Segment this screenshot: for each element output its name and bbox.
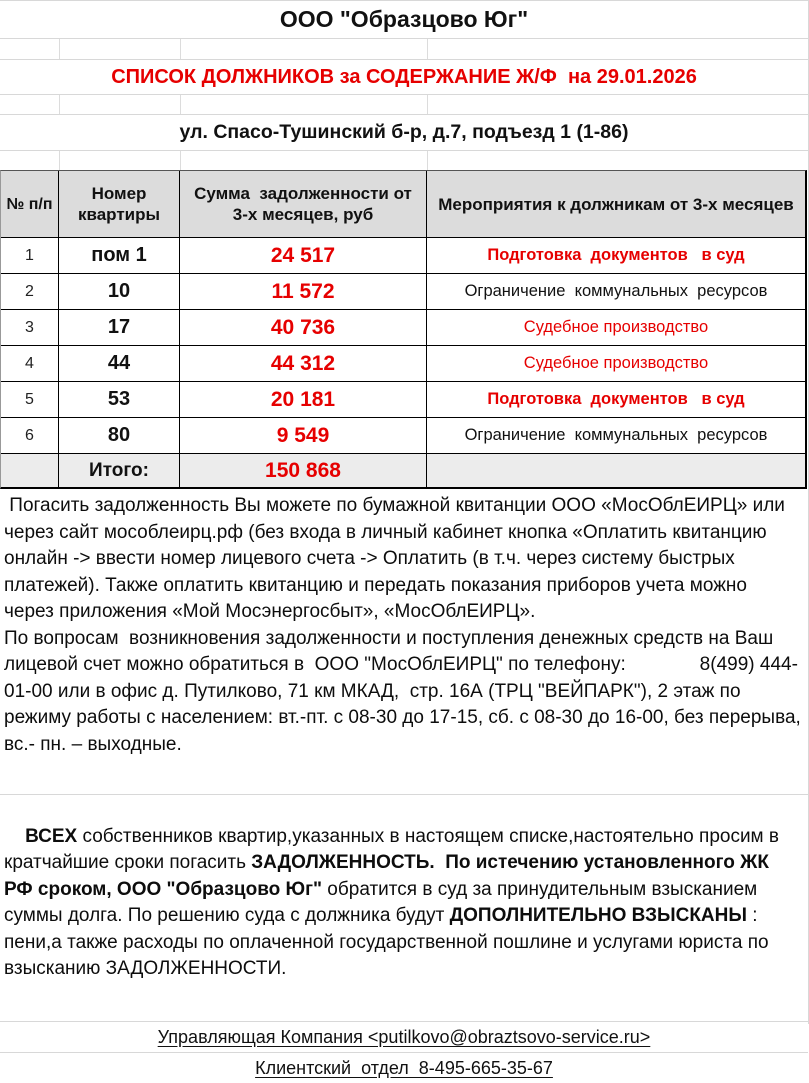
column-header-apartment: Номер квартиры [59, 171, 180, 237]
row-index: 1 [1, 238, 59, 273]
table-row [1, 418, 805, 454]
gridline [180, 39, 181, 59]
total-row-empty-cell [1, 454, 59, 487]
apartment-number: 80 [59, 418, 180, 453]
table-row [1, 346, 805, 382]
column-header-number: № п/п [1, 171, 59, 237]
gridline [59, 39, 60, 59]
debtors-list-title-text: СПИСОК ДОЛЖНИКОВ за СОДЕРЖАНИЕ Ж/Ф на 29.01.2026 [111, 65, 697, 88]
payment-info-paragraph: Погасить задолженность Вы можете по бумажной квитанции ООО «МосОблЕИРЦ» или через сайт мособлеирц.рф (без входа в личный кабинет кнопка «Оплатить квитанцию онлайн -> ввести номер лицевого счета -> Оплатить (в т.ч. через систему быстрых платежей). Также оплатить квитанцию и передать показания приборов учета можно через приложения «Мой Мосэнергосбыт», «МосОблЕИРЦ». [4, 495, 791, 622]
total-label: Итого: [59, 454, 180, 487]
action-against-debtor: Ограничение коммунальных ресурсов [464, 282, 768, 300]
apartment-number: 17 [59, 310, 180, 345]
debtors-table [0, 170, 807, 489]
building-address [0, 114, 808, 151]
debt-amount: 40 736 [180, 310, 427, 345]
column-header-actions: Мероприятия к должникам от 3-х месяцев [438, 194, 794, 214]
spacer-row [0, 39, 808, 59]
gridline [0, 794, 808, 795]
apartment-number: 53 [59, 382, 180, 417]
row-index: 5 [1, 382, 59, 417]
warning-segment: собственников квартир,указанных в настоящем списке,настоятельно просим в кратчайшие сроки погасить [4, 825, 785, 873]
table-row [1, 238, 805, 274]
building-address-text: ул. Спасо-Тушинский б-р, д.7, подъезд 1 (1-86) [179, 121, 629, 143]
warning-segment: : пени,а также расходы по оплаченной государственной пошлине и услугами юриста по взысканию ЗАДОЛЖЕННОСТИ. [4, 905, 774, 979]
action-against-debtor: Судебное производство [523, 354, 709, 372]
debt-amount: 44 312 [180, 346, 427, 381]
debt-amount: 24 517 [180, 238, 427, 273]
warning-segment: ЗАДОЛЖЕННОСТЬ. По истечению установленного ЖК РФ сроком, ООО "Образцово Юг" [4, 852, 775, 900]
warning-segment: ДОПОЛНИТЕЛЬНО ВЗЫСКАНЫ [449, 905, 747, 926]
gridline [59, 151, 60, 170]
action-against-debtor: Судебное производство [523, 318, 709, 336]
total-row-empty-cell [427, 454, 805, 487]
row-index: 6 [1, 418, 59, 453]
row-index: 4 [1, 346, 59, 381]
apartment-number: пом 1 [59, 238, 180, 273]
gridline [180, 151, 181, 170]
company-title [0, 1, 808, 39]
gridline [427, 151, 428, 170]
company-title-text: ООО "Образцово Юг" [279, 6, 529, 32]
column-header-debt: Сумма задолженности от 3-х месяцев, руб [180, 171, 427, 237]
apartment-number: 10 [59, 274, 180, 309]
gridline [180, 95, 181, 114]
row-index: 2 [1, 274, 59, 309]
table-row [1, 274, 805, 310]
action-against-debtor: Ограничение коммунальных ресурсов [464, 426, 768, 444]
action-against-debtor: Подготовка документов в суд [487, 390, 745, 408]
total-debt-amount: 150 868 [180, 454, 427, 487]
warning-segment: ВСЕХ [25, 825, 78, 847]
spacer-row [0, 151, 808, 170]
debt-amount: 20 181 [180, 382, 427, 417]
row-index: 3 [1, 310, 59, 345]
debt-amount: 9 549 [180, 418, 427, 453]
apartment-number: 44 [59, 346, 180, 381]
warning-segment: обратится в суд за принудительным взысканием суммы долга. По решению суда с должника будут [4, 878, 763, 926]
warning-paragraph [0, 797, 808, 1009]
client-department-contact [0, 1052, 808, 1083]
client-department-phone: Клиентский отдел 8-495-665-35-67 [255, 1057, 553, 1078]
debtors-list-title [0, 59, 808, 95]
action-against-debtor: Подготовка документов в суд [487, 246, 745, 264]
total-row [1, 454, 805, 487]
debt-amount: 11 572 [180, 274, 427, 309]
table-row [1, 382, 805, 418]
table-row [1, 310, 805, 346]
management-company-email: Управляющая Компания <putilkovo@obraztsovo-service.ru> [157, 1026, 651, 1047]
table-header-row [1, 171, 805, 238]
contact-info-paragraph: По вопросам возникновения задолженности и поступления денежных средств на Ваш лицевой счет можно обратиться в ООО "МосОблЕИРЦ" по телефону: 8(499) 444-01-00 или в офис д. Путилково, 71 км МКАД, стр. 16А (ТРЦ "ВЕЙПАРК"), 2 этаж по режиму работы с населением: вт.-пт. с 08-30 до 17-15, сб. с 08-30 до 16-00, без перерыва, вс.- пн. – выходные. [4, 627, 807, 755]
spacer-row [0, 95, 808, 114]
gridline [427, 39, 428, 59]
gridline [59, 95, 60, 114]
gridline [427, 95, 428, 114]
management-company-contact [0, 1021, 808, 1052]
